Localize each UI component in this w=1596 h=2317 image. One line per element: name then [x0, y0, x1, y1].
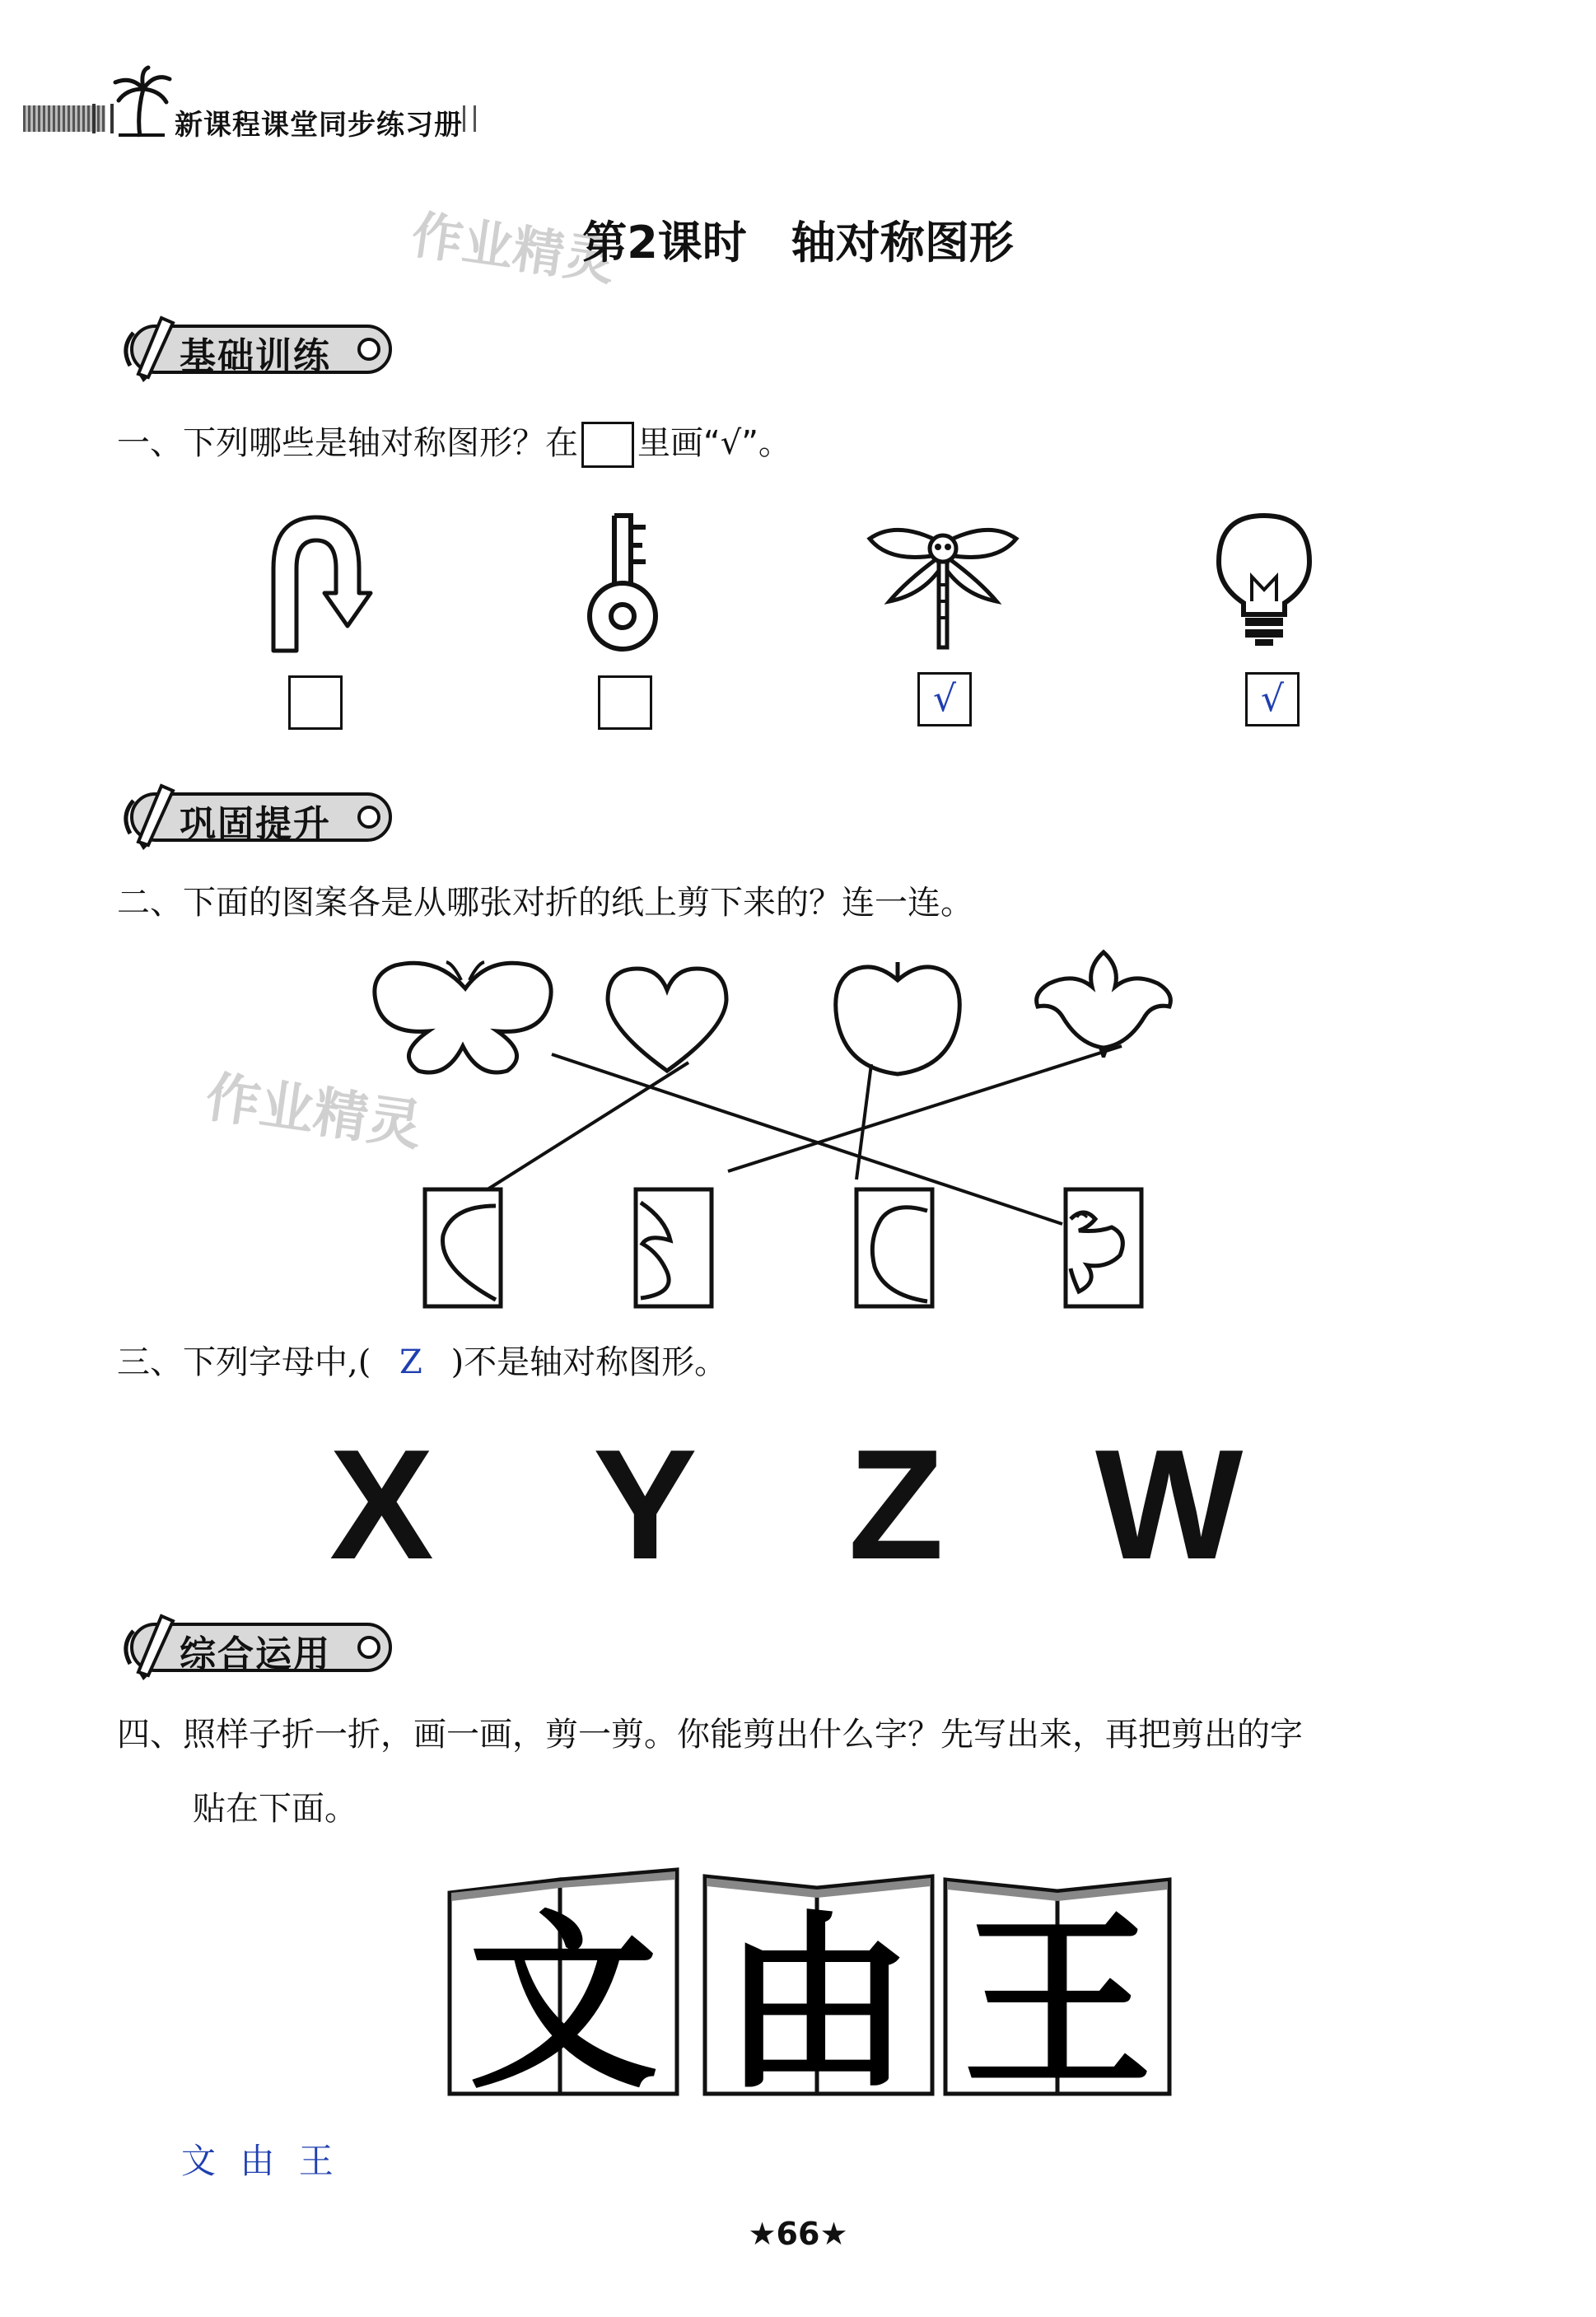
folded-characters-figure [445, 1863, 1268, 2102]
char-you: 由 [721, 1894, 912, 2102]
half-flower-paper-icon [632, 1186, 715, 1310]
watermark: 作业精灵 [408, 204, 619, 292]
q4-answer[interactable]: 文 由 王 [181, 2141, 340, 2181]
half-heart-paper-icon [422, 1186, 504, 1310]
half-butterfly-paper-icon [1062, 1186, 1145, 1310]
q1-text-before: 一、下列哪些是轴对称图形？在 [117, 424, 578, 462]
q3-prefix: 三、下列字母中,( [117, 1343, 371, 1381]
badge-label: 基础训练 [180, 335, 331, 377]
letter-x: X [329, 1418, 434, 1592]
letter-y: Y [593, 1418, 698, 1592]
lesson-title: 第2课时 轴对称图形 [582, 217, 1014, 269]
badge-label: 综合运用 [180, 1633, 331, 1675]
section-badge-comprehensive [115, 1619, 397, 1675]
question-2: 二、下面的图案各是从哪张对折的纸上剪下来的？连一连。 [117, 884, 973, 922]
q1-checkbox-3[interactable]: √ [917, 672, 972, 726]
star-icon: ★ [748, 2216, 777, 2252]
book-title: 新课程课堂同步练习册 [175, 109, 463, 142]
q1-checkbox-4[interactable]: √ [1245, 672, 1300, 726]
pencil-icon [115, 1613, 181, 1682]
page-number-value: 66 [776, 2216, 820, 2252]
question-4-line-2: 贴在下面。 [193, 1790, 357, 1828]
star-icon: ★ [819, 2216, 848, 2252]
letter-z: Z [848, 1418, 945, 1592]
char-wang: 王 [962, 1894, 1153, 2102]
watermark: 作业精灵 [202, 1064, 427, 1158]
half-apple-paper-icon [853, 1186, 936, 1310]
q1-text-after: 里画“√”。 [637, 424, 791, 462]
badge-label: 巩固提升 [180, 803, 331, 845]
page-number [0, 2216, 1596, 2252]
q3-answer[interactable]: Z [399, 1343, 422, 1381]
question-3 [117, 1339, 727, 1385]
char-wen: 文 [468, 1894, 659, 2102]
question-4-line-1: 四、照样子折一折，画一画，剪一剪。你能剪出什么字？先写出来，再把剪出的字 [117, 1716, 1303, 1754]
q3-suffix: )不是轴对称图形。 [450, 1343, 728, 1381]
letter-w: W [1095, 1418, 1244, 1592]
